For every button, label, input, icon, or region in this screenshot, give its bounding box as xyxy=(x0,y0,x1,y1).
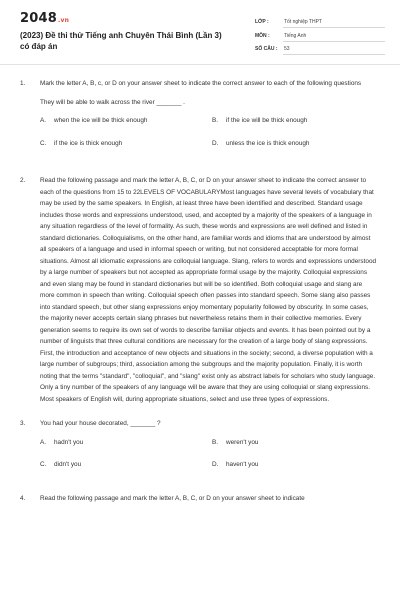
question-number: 3. xyxy=(20,420,26,427)
meta-row-count xyxy=(255,43,385,55)
answer-option-a[interactable] xyxy=(40,437,212,449)
site-logo[interactable] xyxy=(20,11,69,26)
question-number: 1. xyxy=(20,80,26,87)
question-item xyxy=(0,418,400,471)
question-item xyxy=(0,78,400,149)
option-letter: D. xyxy=(212,139,219,147)
option-letter: A. xyxy=(40,438,47,446)
option-text: didn't you xyxy=(54,461,82,468)
option-letter: B. xyxy=(212,117,219,124)
question-text: Mark the letter A, B, c, or D on your answer sheet to indicate the correct answer to each of the following questions xyxy=(40,80,362,87)
meta-value: Tiếng Anh xyxy=(283,30,385,42)
meta-value: 53 xyxy=(283,43,385,55)
question-sentence: They will be able to walk across the river _______ . xyxy=(40,98,185,106)
answer-option-d[interactable] xyxy=(212,138,384,150)
answer-option-c[interactable] xyxy=(40,459,212,471)
option-letter: A. xyxy=(40,117,47,124)
option-text: haven't you xyxy=(226,461,259,468)
answer-options xyxy=(40,115,378,149)
exam-meta xyxy=(255,16,385,57)
question-number: 4. xyxy=(20,494,26,502)
question-item xyxy=(0,175,400,405)
option-text: hadn't you xyxy=(54,438,84,446)
meta-value: Tốt nghiệp THPT xyxy=(283,16,385,28)
answer-option-b[interactable] xyxy=(212,115,384,127)
header-divider xyxy=(0,64,400,65)
answer-option-a[interactable] xyxy=(40,115,212,127)
answer-option-d[interactable] xyxy=(212,459,384,471)
option-letter: B. xyxy=(212,438,219,446)
option-letter: D. xyxy=(212,461,219,468)
option-text: weren't you xyxy=(226,438,259,446)
option-text: if the ice is thick enough xyxy=(54,139,123,147)
reading-passage: Read the following passage and mark the letter A, B, C, or D on your answer sheet to indicate the correct answer to each of the questions from 15 to 22LEVELS OF VOCABULARYMost languages have several levels of vocabulary that may be used by the same speakers. In English, at least three have been identified and described. Standard usage includes those words and expressions understood, used, and accepted by a majority of the speakers of a language in any situation regardless of the level of formality. As such, these words and expressions are well defined and listed in standard dictionaries. Colloquialisms, on the other hand, are familiar words and idioms that are understood by almost all speakers of a language and used in informal speech or writing, but not considered acceptable for more formal situations. Almost all idiomatic expressions are colloquial language. Slang, refers to words and expressions understood by a large number of speakers but not accepted as appropriate formal usage by the majority. Colloquial expressions and even slang may be found in standard dictionaries but will be so identified. Both colloquial usage and slang are more common in speech than writing. Colloquial speech often passes into standard speech. Some slang also passes into standard speech, but other slang expressions enjoy momentary popularity followed by obscurity. In some cases, the majority never accepts certain slang phrases but nevertheless retains them in their collective memories. Every generation seems to require its own set of words to describe familiar objects and events. It has been pointed out by a number of linguists that three cultural conditions are necessary for the creation of a large body of slang expressions. First, the introduction and acceptance of new objects and situations in the society; second, a diverse population with a large number of subgroups; third, association among the subgroups and the majority population. Finally, it is worth noting that the terms "standard", "colloquial", and "slang" exist only as abstract labels for scholars who study language. Only a tiny number of the speakers of any language will be aware that they are using colloquial or slang expressions. Most speakers of English will, during appropriate situations, select and use three types of expressions. xyxy=(40,177,377,403)
option-letter: C. xyxy=(40,461,47,468)
question-item xyxy=(0,493,400,505)
meta-label: LỚP : xyxy=(255,19,269,25)
meta-label: SỐ CÂU : xyxy=(255,46,278,52)
answer-option-c[interactable] xyxy=(40,138,212,150)
page-header xyxy=(0,0,400,64)
option-text: if the ice will be thick enough xyxy=(226,117,308,124)
option-text: when the ice will be thick enough xyxy=(54,117,148,124)
option-text: unless the ice is thick enough xyxy=(226,139,310,147)
meta-label: MÔN : xyxy=(255,32,270,39)
question-number: 2. xyxy=(20,177,26,184)
meta-row-class xyxy=(255,16,385,28)
logo-text: 2048 xyxy=(20,11,57,26)
option-letter: C. xyxy=(40,139,47,147)
meta-row-subject xyxy=(255,30,385,42)
question-text: You had your house decorated, _______ ? xyxy=(40,420,161,427)
answer-option-b[interactable] xyxy=(212,437,384,449)
answer-options xyxy=(40,437,378,471)
exam-title: (2023) Đề thi thử Tiếng anh Chuyên Thái Bình (Lần 3) có đáp án xyxy=(20,31,222,51)
question-list xyxy=(0,78,400,504)
logo-suffix: .vn xyxy=(57,17,70,24)
question-text: Read the following passage and mark the letter A, B, C, or D on your answer sheet to indicate xyxy=(40,494,305,502)
